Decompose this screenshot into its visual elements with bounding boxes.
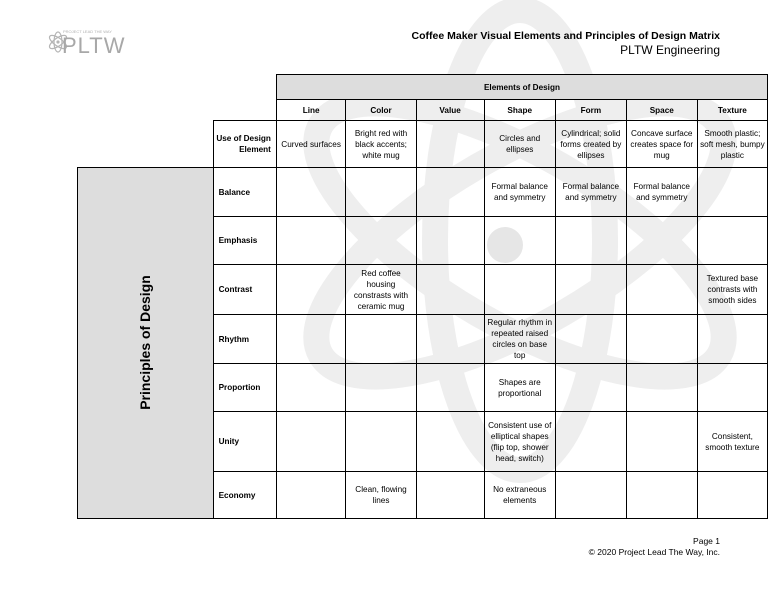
cell <box>697 217 767 265</box>
cell <box>626 364 697 412</box>
row-label-balance: Balance <box>213 168 276 217</box>
use-cell-line: Curved surfaces <box>276 121 345 168</box>
cell <box>626 472 697 519</box>
design-matrix-table <box>77 74 768 519</box>
cell: Consistent use of elliptical shapes (flip top, shower head, switch) <box>484 412 555 472</box>
use-cell-value <box>416 121 484 168</box>
cell: Red coffee housing constrasts with ceramic mug <box>346 265 416 315</box>
row-label-emphasis: Emphasis <box>213 217 276 265</box>
row-label-contrast: Contrast <box>213 265 276 315</box>
cell: Shapes are proportional <box>484 364 555 412</box>
column-header-value: Value <box>416 100 484 121</box>
row-label-economy: Economy <box>213 472 276 519</box>
copyright-notice: © 2020 Project Lead The Way, Inc. <box>588 547 720 557</box>
cell: Formal balance and symmetry <box>626 168 697 217</box>
cell: Regular rhythm in repeated raised circles on base top <box>484 315 555 364</box>
cell: Formal balance and symmetry <box>484 168 555 217</box>
logo-tagline: PROJECT LEAD THE WAY <box>63 29 112 34</box>
cell <box>555 364 626 412</box>
cell: No extraneous elements <box>484 472 555 519</box>
cell <box>276 168 345 217</box>
cell <box>416 217 484 265</box>
use-cell-space: Concave surface creates space for mug <box>626 121 697 168</box>
cell <box>555 472 626 519</box>
cell <box>276 217 345 265</box>
use-of-design-element-label: Use of Design Element <box>213 121 276 168</box>
cell <box>555 217 626 265</box>
cell <box>697 168 767 217</box>
cell <box>346 168 416 217</box>
column-header-color: Color <box>346 100 416 121</box>
cell: Consistent, smooth texture <box>697 412 767 472</box>
cell <box>276 364 345 412</box>
column-header-texture: Texture <box>697 100 767 121</box>
cell <box>276 412 345 472</box>
cell <box>555 315 626 364</box>
row-label-unity: Unity <box>213 412 276 472</box>
use-cell-color: Bright red with black accents; white mug <box>346 121 416 168</box>
cell <box>697 364 767 412</box>
cell <box>346 412 416 472</box>
column-header-line: Line <box>276 100 345 121</box>
use-cell-texture: Smooth plastic; soft mesh, bumpy plastic <box>697 121 767 168</box>
cell <box>346 315 416 364</box>
cell <box>555 412 626 472</box>
cell <box>626 315 697 364</box>
use-cell-form: Cylindrical; solid forms created by ellipses <box>555 121 626 168</box>
cell: Clean, flowing lines <box>346 472 416 519</box>
cell <box>416 364 484 412</box>
cell <box>555 265 626 315</box>
cell <box>484 265 555 315</box>
cell <box>276 472 345 519</box>
row-label-proportion: Proportion <box>213 364 276 412</box>
cell <box>346 364 416 412</box>
cell <box>416 412 484 472</box>
cell: Textured base contrasts with smooth sides <box>697 265 767 315</box>
cell <box>697 472 767 519</box>
cell <box>626 265 697 315</box>
column-header-space: Space <box>626 100 697 121</box>
cell <box>346 217 416 265</box>
document-subtitle: PLTW Engineering <box>620 43 720 57</box>
cell <box>416 315 484 364</box>
use-cell-shape: Circles and ellipses <box>484 121 555 168</box>
cell <box>276 315 345 364</box>
cell: Formal balance and symmetry <box>555 168 626 217</box>
cell <box>416 472 484 519</box>
column-header-form: Form <box>555 100 626 121</box>
principles-side-band <box>78 168 214 519</box>
cell <box>626 412 697 472</box>
page-number: Page 1 <box>693 536 720 546</box>
cell <box>484 217 555 265</box>
cell <box>626 217 697 265</box>
cell <box>416 265 484 315</box>
elements-heading: Elements of Design <box>276 75 767 100</box>
row-label-rhythm: Rhythm <box>213 315 276 364</box>
document-title: Coffee Maker Visual Elements and Principles of Design Matrix <box>411 30 720 42</box>
page-footer <box>589 536 720 558</box>
cell <box>697 315 767 364</box>
column-header-shape: Shape <box>484 100 555 121</box>
cell <box>276 265 345 315</box>
principles-heading: Principles of Design <box>136 274 153 410</box>
logo-wordmark: PLTW <box>62 33 126 58</box>
cell <box>416 168 484 217</box>
